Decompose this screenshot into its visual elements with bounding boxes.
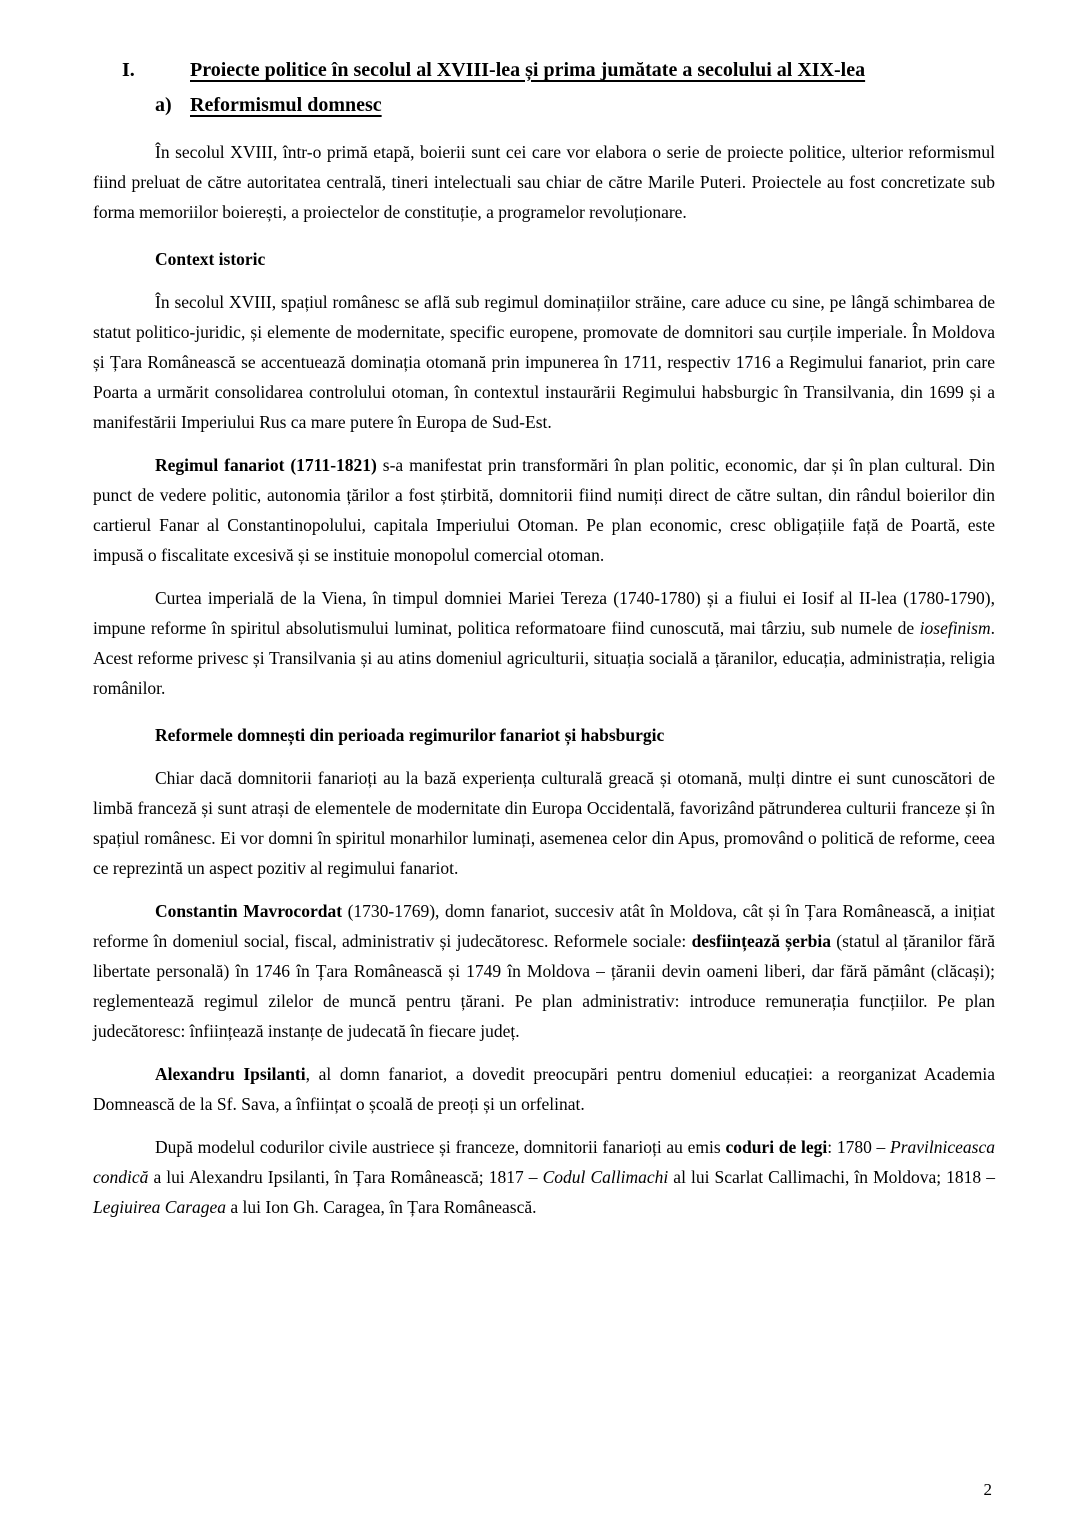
context-heading: Context istoric xyxy=(155,249,266,269)
page-title: Proiecte politice în secolul al XVIII-lea și prima jumătate a secolului al XIX-lea xyxy=(190,59,866,81)
paragraph-reforms-intro: Chiar dacă domnitorii fanarioți au la bază experiența culturală greacă și otomană, mulți dintre ei sunt cunoscători de limbă franceză și sunt atrași de elementele de modernitate din Europa Occidentală, favorizând pătrunderea culturii franceze și în spațiul românesc. Ei vor domni în spiritul monarhilor luminați, asemenea celor din Apus, promovând o politică de reforme, ceea ce reprezintă un aspect pozitiv al regimului fanariot. xyxy=(93,768,995,878)
italic-run: Codul Callimachi xyxy=(542,1167,669,1187)
paragraph-ipsilanti xyxy=(93,1059,995,1119)
section-marker: a) xyxy=(155,94,172,116)
paragraph-context: În secolul XVIII, spațiul românesc se află sub regimul dominațiilor străine, care aduce cu sine, pe lângă schimbarea de statut politico-juridic, și elemente de modernitate, specific europene, promovate de domnitori sau curțile imperiale. În Moldova și Țara Românească se accentuează dominația otomană prin impunerea în 1711, respectiv 1716 a Regimului fanariot, prin care Poarta a urmărit consolidarea controlului otoman, în contextul instaurării Regimului habsburgic în Transilvania, din 1699 și a manifestării Imperiului Rus ca mare putere în Europa de Sud-Est. xyxy=(93,292,995,432)
italic-run: iosefinism xyxy=(919,618,991,638)
paragraph-vienna-court xyxy=(93,583,995,703)
text-run: (statul al țăranilor fără libertate personală) în 1746 în Țara Românească și 1749 în Moldova – țăranii devin oameni liberi, dar fără pământ (clăcași); reglementează regimul zilelor de muncă pentru țărani. Pe plan administrativ: introduce remunerația funcțiilor. Pe plan judecătoresc: înființează instanțe de judecată în fiecare județ. xyxy=(93,931,995,1041)
paragraph-fanariot-regime xyxy=(93,450,995,570)
text-run: După modelul codurilor civile austriece și franceze, domnitorii fanarioți au emis xyxy=(155,1137,726,1157)
bold-run: Regimul fanariot (1711-1821) xyxy=(155,455,377,475)
text-run: a lui Alexandru Ipsilanti, în Țara Românească; 1817 – xyxy=(148,1167,543,1187)
section-title: Reformismul domnesc xyxy=(190,94,382,116)
paragraph-mavrocordat xyxy=(93,896,995,1046)
text-run: Curtea imperială de la Viena, în timpul domniei Mariei Tereza (1740-1780) și a fiului ei Iosif al II-lea (1780-1790), impune reforme în spiritul absolutismului luminat, politica reformatoare fiind cunoscută, mai târziu, sub numele de xyxy=(93,588,995,638)
text-run: : 1780 – xyxy=(827,1137,891,1157)
text-run: a lui Ion Gh. Caragea, în Țara Românească. xyxy=(226,1197,537,1217)
bold-run: desființează șerbia xyxy=(691,931,831,951)
bold-run: coduri de legi xyxy=(725,1137,828,1157)
text-run: al lui Scarlat Callimachi, în Moldova; 1818 – xyxy=(668,1167,995,1187)
italic-run: Pravilniceasca condică xyxy=(93,1137,995,1187)
text-run: (1730-1769), domn fanariot, succesiv atât în Moldova, cât și în Țara Românească, a inițiat reforme în domeniul social, fiscal, administrativ și judecătoresc. Reformele sociale: xyxy=(93,901,995,951)
text-run: , al domn fanariot, a dovedit preocupări pentru domeniul educației: a reorganizat Academia Domnească de la Sf. Sava, a înființat o școală de preoți și un orfelinat. xyxy=(93,1064,995,1114)
paragraph-intro: În secolul XVIII, într-o primă etapă, boierii sunt cei care vor elabora o serie de proiecte politice, ulterior reformismul fiind preluat de către autoritatea centrală, tineri intelectuali sau chiar de către Marile Puteri. Proiectele au fost concretizate sub forma memoriilor boierești, a proiectelor de constituție, a programelor revoluționare. xyxy=(93,142,995,222)
bold-run: Constantin Mavrocordat xyxy=(155,901,343,921)
text-run: s-a manifestat prin transformări în plan politic, economic, dar și în plan cultural. Din punct de vedere politic, autonomia țărilor a fost știrbită, domnitorii fiind numiți direct de către sultan, din rândul boierilor din cartierul Fanar al Constantinopolului, capitala Imperiului Otoman. Pe plan economic, cresc obligațiile față de Poartă, este impusă o fiscalitate excesivă și se instituie monopolul comercial otoman. xyxy=(93,455,995,565)
page-number: 2 xyxy=(983,1480,992,1499)
document-heading xyxy=(93,54,995,87)
bold-run: Alexandru Ipsilanti xyxy=(155,1064,306,1084)
text-run: . Acest reforme privesc și Transilvania și au atins domeniul agriculturii, situația socială a țăranilor, educația, administrația, religia românilor. xyxy=(93,618,995,698)
italic-run: Legiuirea Caragea xyxy=(93,1197,227,1217)
section-heading xyxy=(155,89,995,121)
paragraph-legal-codes xyxy=(93,1132,995,1222)
reforms-heading: Reformele domnești din perioada regimurilor fanariot și habsburgic xyxy=(155,725,665,745)
heading-numeral: I. xyxy=(122,59,135,81)
